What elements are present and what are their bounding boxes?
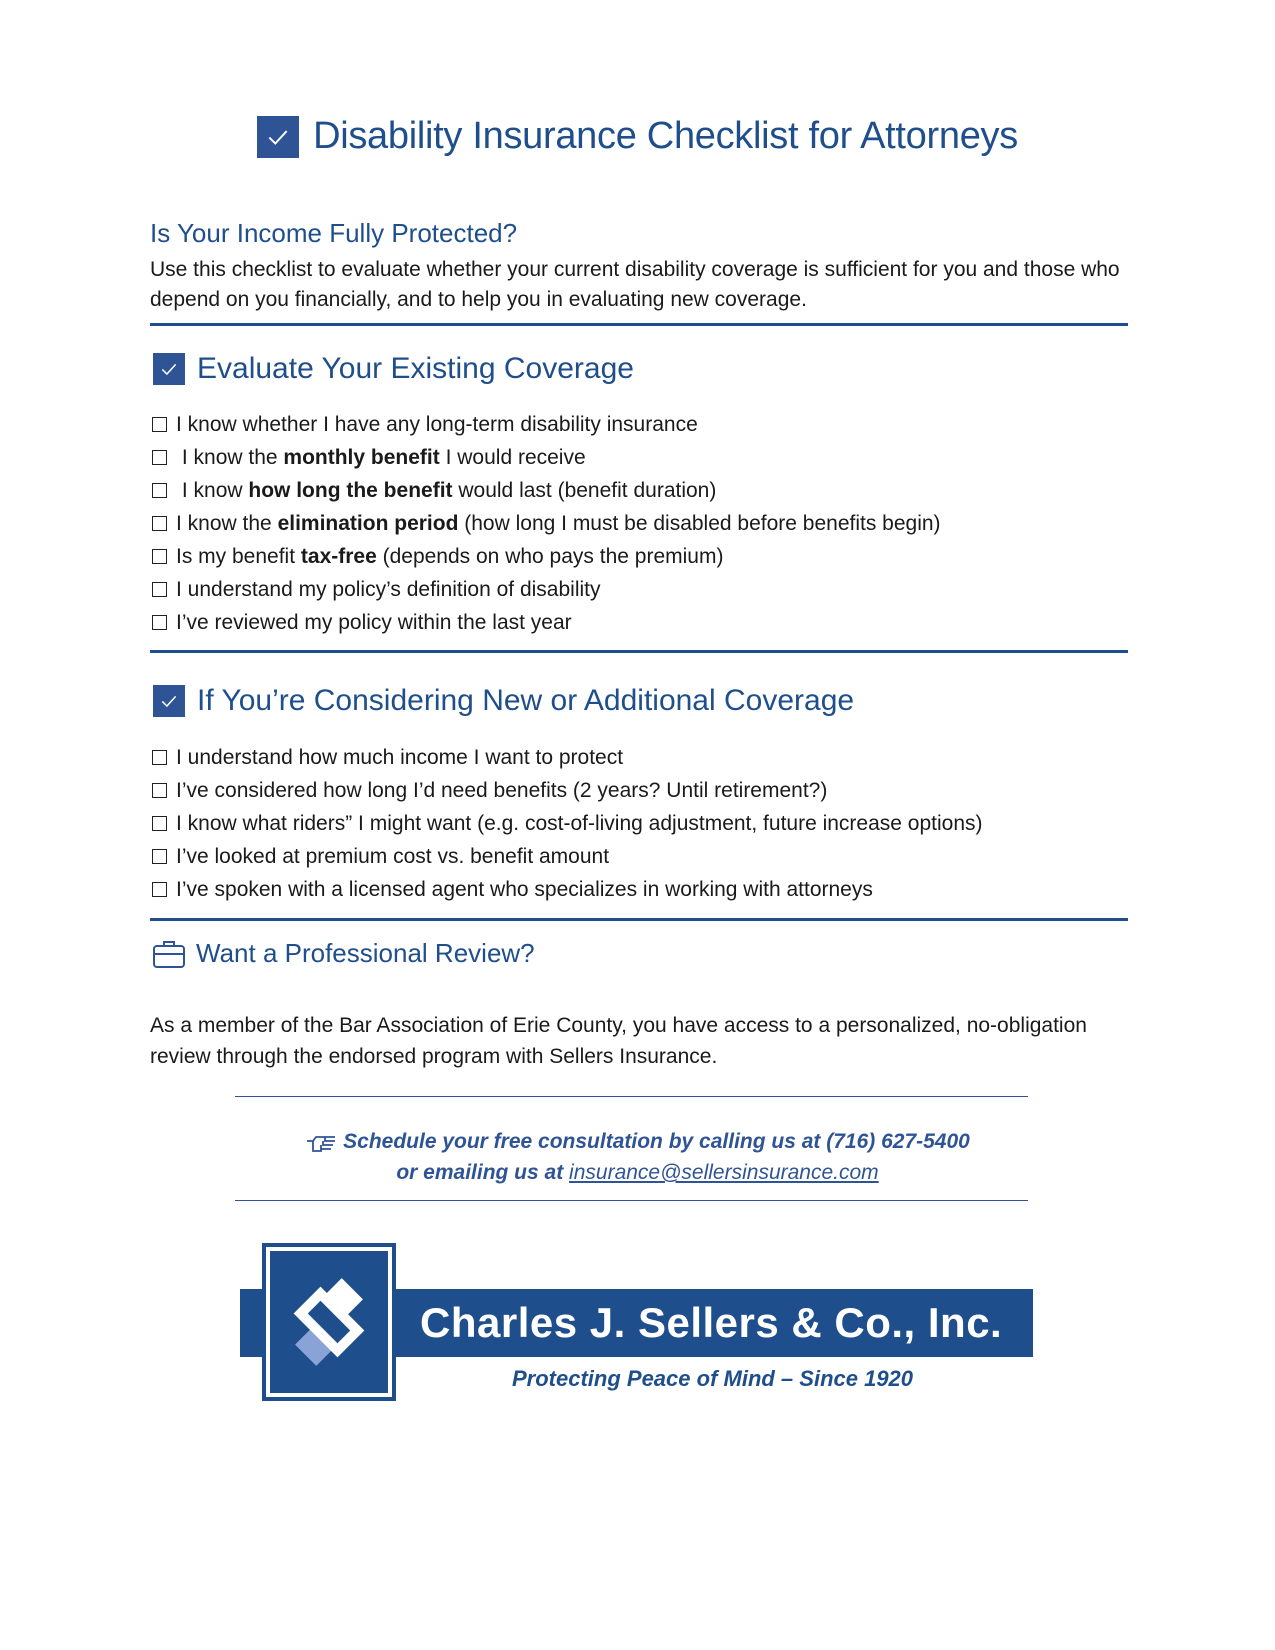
checkbox[interactable] (152, 783, 167, 798)
checklist-item[interactable] (152, 873, 983, 906)
page-title: Disability Insurance Checklist for Attorneys (313, 115, 1018, 157)
checkbox[interactable] (152, 549, 167, 564)
checkbox[interactable] (152, 615, 167, 630)
item-text: I understand how much income I want to protect (176, 746, 624, 769)
checklist-item[interactable] (152, 408, 941, 441)
item-text: (depends on who pays the premium) (376, 545, 724, 568)
section-title: Evaluate Your Existing Coverage (197, 352, 634, 385)
email-link[interactable]: insurance@sellersinsurance.com (569, 1161, 879, 1184)
item-text: I know whether I have any long-term disability insurance (176, 413, 698, 436)
checklist-item[interactable] (152, 840, 983, 873)
item-text: I’ve spoken with a licensed agent who specializes in working with attorneys (176, 878, 873, 901)
item-bold: tax-free (300, 545, 377, 568)
intro-heading: Is Your Income Fully Protected? (150, 218, 518, 248)
checklist-item[interactable] (152, 741, 983, 774)
item-bold: elimination period (277, 512, 459, 535)
checkbox[interactable] (152, 816, 167, 831)
briefcase-icon (152, 939, 186, 969)
checklist-item[interactable] (152, 474, 941, 507)
company-name: Charles J. Sellers & Co., Inc. (420, 1299, 1003, 1346)
cta-line-1 (0, 1126, 1275, 1157)
checklist-item[interactable] (152, 507, 941, 540)
cta-email-prefix: or emailing us at (396, 1161, 570, 1184)
checkbox[interactable] (152, 750, 167, 765)
item-text: I would receive (439, 446, 586, 469)
checkbox[interactable] (152, 849, 167, 864)
checkbox-checked-icon (153, 685, 185, 717)
item-text: Is my benefit (176, 545, 301, 568)
title-row (0, 115, 1275, 158)
item-text: I understand my policy’s definition of disability (176, 578, 601, 601)
checklist-item[interactable] (152, 441, 941, 474)
review-header (152, 938, 535, 969)
item-text: (how long I must be disabled before benefits begin) (458, 512, 941, 535)
checkbox[interactable] (152, 417, 167, 432)
tagline: Protecting Peace of Mind – Since 1920 (512, 1366, 914, 1391)
checklist-item[interactable] (152, 774, 983, 807)
cta-line-2 (0, 1157, 1275, 1188)
checkbox[interactable] (152, 450, 167, 465)
checkbox-checked-icon (153, 353, 185, 385)
item-text: I know (181, 479, 249, 502)
call-to-action (0, 1126, 1275, 1188)
divider (150, 650, 1128, 653)
checkbox-checked-icon (257, 116, 299, 158)
section-title: If You’re Considering New or Additional Coverage (197, 684, 855, 717)
checkbox[interactable] (152, 483, 167, 498)
divider (150, 918, 1128, 921)
sellers-s-logo (266, 1247, 392, 1397)
intro-text: Use this checklist to evaluate whether your current disability coverage is sufficient for you and those who depend on you financially, and to help you in evaluating new coverage. (150, 258, 1120, 311)
item-bold: how long the benefit (248, 479, 453, 502)
divider (150, 323, 1128, 326)
item-text: I’ve considered how long I’d need benefits (2 years? Until retirement?) (176, 779, 828, 802)
checklist-existing (152, 408, 941, 639)
item-text: would last (benefit duration) (452, 479, 717, 502)
cta-phone-text: Schedule your free consultation by calling us at (716) 627-5400 (343, 1130, 970, 1153)
item-text: I know what riders” I might want (e.g. cost-of-living adjustment, future increase options) (176, 812, 983, 835)
checklist-new (152, 741, 983, 906)
item-text: I know the (176, 512, 278, 535)
checklist-item[interactable] (152, 540, 941, 573)
item-bold: monthly benefit (283, 446, 440, 469)
pointing-hand-icon (305, 1131, 339, 1153)
checkbox[interactable] (152, 882, 167, 897)
checkbox[interactable] (152, 582, 167, 597)
checkbox[interactable] (152, 516, 167, 531)
divider (235, 1200, 1028, 1201)
section-header-existing (153, 352, 634, 386)
section-header-new (153, 684, 854, 718)
review-text: As a member of the Bar Association of Erie County, you have access to a personalized, no-obligation review through the endorsed program with Sellers Insurance. (150, 1014, 1087, 1068)
checklist-item[interactable] (152, 807, 983, 840)
checklist-item[interactable] (152, 606, 941, 639)
checklist-item[interactable] (152, 573, 941, 606)
review-heading: Want a Professional Review? (196, 938, 535, 968)
item-text: I’ve looked at premium cost vs. benefit amount (176, 845, 610, 868)
item-text: I know the (181, 446, 284, 469)
intro (150, 218, 1130, 315)
item-text: I’ve reviewed my policy within the last year (176, 611, 572, 634)
divider (235, 1096, 1028, 1097)
